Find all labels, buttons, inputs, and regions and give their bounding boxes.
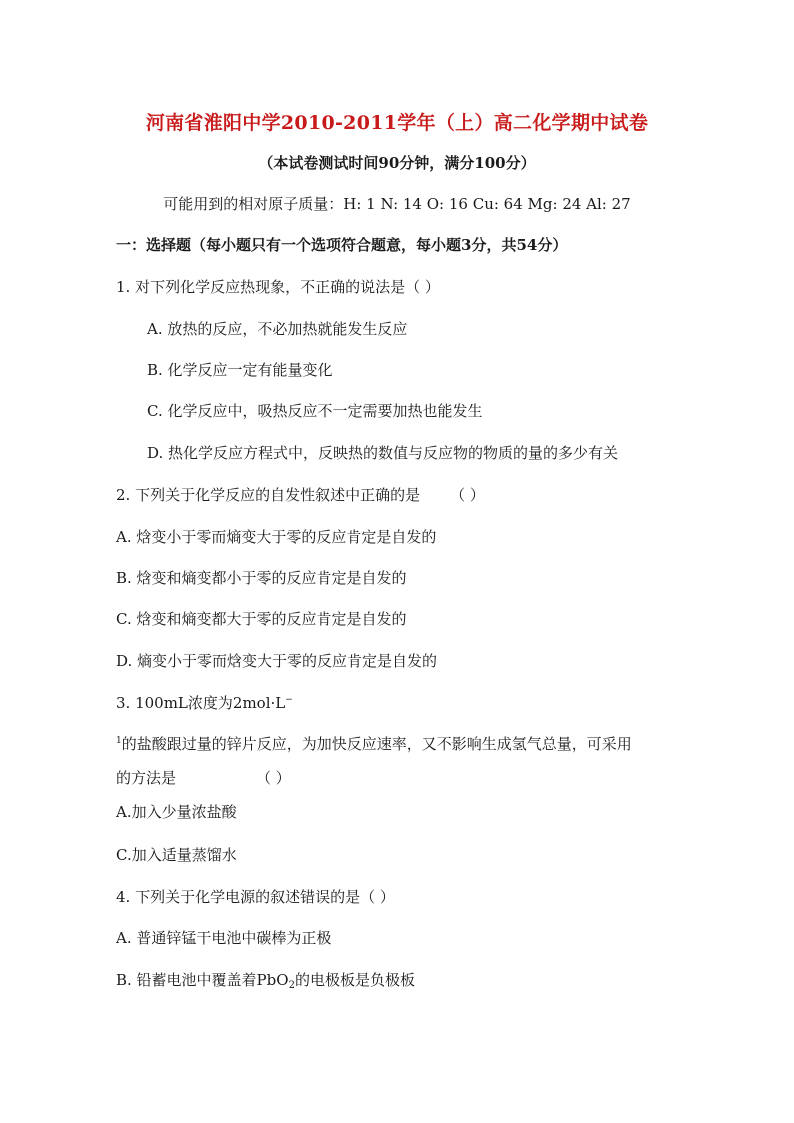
question-1-option-c: C. 化学反应中，吸热反应不一定需要加热也能发生 [147,402,483,420]
question-2-stem: 2. 下列关于化学反应的自发性叙述中正确的是 [116,486,421,504]
atomic-masses: 可能用到的相对原子质量：H: 1 N: 14 O: 16 Cu: 64 Mg: 24 Al: 27 [163,195,631,213]
question-2-option-d: D. 熵变小于零而焓变大于零的反应肯定是自发的 [116,652,438,670]
answer-paren: （ ） [450,486,485,504]
question-3-option-a: A.加入少量浓盐酸 [116,803,237,821]
question-2-option-a: A. 焓变小于零而熵变大于零的反应肯定是自发的 [116,528,437,546]
question-4-option-b: B. 铅蓄电池中覆盖着PbO$_2$的电极板是负极板 [116,971,415,991]
question-1-option-d: D. 热化学反应方程式中，反映热的数值与反应物的物质的量的多少有关 [147,444,619,462]
subscript: 2 [288,980,295,991]
superscript: 1 [116,736,122,746]
section-heading: 一：选择题（每小题只有一个选项符合题意，每小题3分，共54分） [116,236,568,254]
question-2-option-b: B. 焓变和熵变都小于零的反应肯定是自发的 [116,569,407,587]
question-3-stem-row [116,693,293,713]
question-3-option-c: C.加入适量蒸馏水 [116,846,237,864]
question-2-stem-row [116,485,485,505]
superscript: − [285,695,293,705]
question-4-option-a: A. 普通锌锰干电池中碳棒为正极 [116,929,332,947]
question-1-option-b: B. 化学反应一定有能量变化 [147,361,333,379]
question-1-option-a: A. 放热的反应，不必加热就能发生反应 [147,320,408,338]
question-2-option-c: C. 焓变和熵变都大于零的反应肯定是自发的 [116,610,407,628]
question-3-continuation-2: 的方法是 （ ） [116,769,291,787]
exam-subtitle: （本试卷测试时间90分钟，满分100分） [258,154,536,172]
question-3-stem: 3. 100mL浓度为2mol·L [116,694,286,712]
question-4-stem: 4. 下列关于化学电源的叙述错误的是（ ） [116,888,395,906]
question-1-stem: 1. 对下列化学反应热现象，不正确的说法是（ ） [116,278,440,296]
question-3-continuation: $^1$的盐酸跟过量的锌片反应，为加快反应速率，又不影响生成氢气总量，可采用 [116,735,632,753]
answer-paren: （ ） [256,769,291,787]
exam-title: 河南省淮阳中学2010-2011学年（上）高二化学期中试卷 [145,112,649,134]
